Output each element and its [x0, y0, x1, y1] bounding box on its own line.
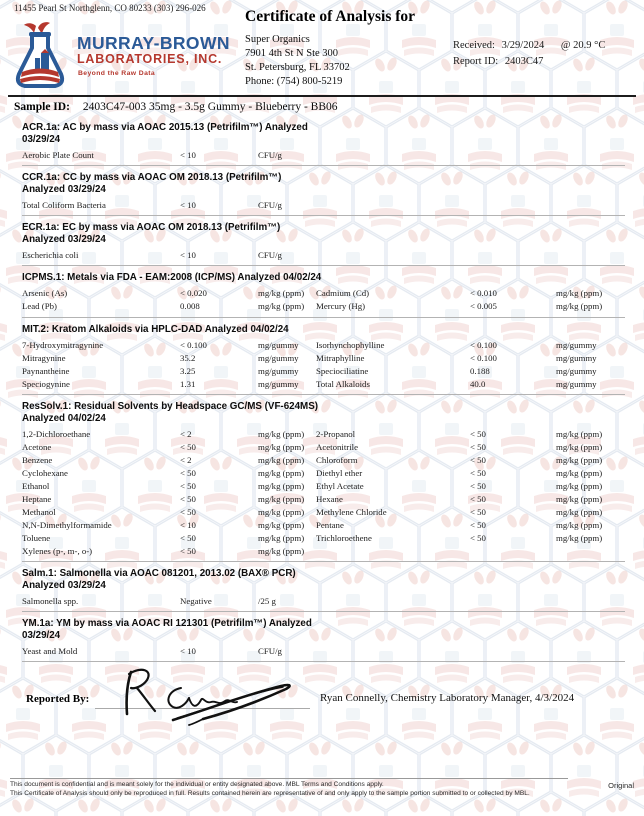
value: < 50	[470, 454, 486, 465]
analyte-row	[22, 544, 644, 557]
section-title-line: 03/29/24	[22, 133, 61, 145]
value: < 50	[470, 532, 486, 543]
value: 1.31	[180, 378, 196, 389]
analyte: Speciociliatine	[316, 365, 369, 376]
unit: mg/gummy	[556, 339, 597, 350]
section-title-line: CCR.1a: CC by mass via AOAC OM 2018.13 (Petrifilm™)	[22, 172, 282, 183]
analyte-row	[22, 198, 644, 211]
analyte: Total Coliform Bacteria	[22, 199, 106, 210]
logo-name-secondary: LABORATORIES, INC.	[77, 52, 223, 66]
unit: mg/kg (ppm)	[258, 301, 305, 311]
section-title-line: ACR.1a: AC by mass via AOAC 2015.13 (Petrifilm™) Analyzed	[22, 122, 308, 133]
lab-address: 11455 Pearl St Northglenn, CO 80233 (303) 296-026	[14, 3, 206, 13]
unit: mg/kg (ppm)	[258, 545, 305, 556]
value: < 0.020	[180, 288, 207, 298]
section-rows	[22, 148, 644, 161]
analyte: Pentane	[316, 519, 344, 530]
section-title-line: YM.1a: YM by mass via AOAC RI 121301 (Petrifilm™) Analyzed	[22, 618, 312, 629]
analyte-row	[22, 466, 644, 479]
value: < 50	[180, 493, 196, 504]
value: < 10	[180, 249, 196, 260]
section-rows	[22, 644, 644, 657]
value: < 50	[180, 480, 196, 491]
analyte: Aerobic Plate Count	[22, 149, 94, 160]
client-address-1: 7901 4th St N Ste 300	[245, 48, 339, 59]
analyte-row	[22, 518, 644, 531]
analyte: N,N-Dimethylformamide	[22, 519, 112, 530]
analyte-row	[22, 440, 644, 453]
value: < 50	[470, 519, 486, 530]
value: < 2	[180, 454, 192, 465]
analyte-row	[22, 148, 644, 161]
lab-logo	[8, 22, 230, 94]
unit: mg/gummy	[258, 378, 299, 389]
section-title-line: ICPMS.1: Metals via FDA - EAM:2008 (ICP/MS) Analyzed 04/02/24	[22, 272, 322, 283]
footer-original-label: Original	[608, 781, 634, 790]
analyte-row	[22, 427, 644, 440]
value: < 10	[180, 199, 196, 210]
test-section	[0, 562, 644, 612]
analyte-row	[22, 453, 644, 466]
value: 40.0	[470, 378, 486, 389]
analyte-row	[22, 644, 644, 657]
analyte: Heptane	[22, 493, 52, 504]
unit: mg/gummy	[258, 339, 299, 350]
analyte: Xylenes (p-, m-, o-)	[22, 545, 93, 556]
unit: mg/kg (ppm)	[258, 467, 305, 478]
analyte: Benzene	[22, 454, 53, 465]
reported-by-label: Reported By:	[26, 693, 90, 705]
received-line	[453, 38, 605, 54]
header-divider	[8, 95, 636, 97]
unit: mg/kg (ppm)	[556, 467, 603, 478]
test-section	[0, 266, 644, 318]
document-title: Certificate of Analysis for	[245, 8, 416, 25]
analyte: 2-Propanol	[316, 428, 356, 439]
value: < 50	[470, 441, 486, 452]
value: Negative	[180, 595, 212, 606]
value: < 50	[470, 493, 486, 504]
section-rows	[22, 338, 644, 390]
analyte: Methanol	[22, 506, 56, 517]
section-title-line: Analyzed 03/29/24	[22, 233, 106, 245]
analyte: Isorhynchophylline	[316, 339, 385, 350]
section-rows	[22, 248, 644, 261]
analyte: Ethyl Acetate	[316, 480, 364, 491]
client-address-2: St. Petersburg, FL 33702	[245, 62, 350, 73]
analyte: Arsenic (As)	[22, 288, 68, 298]
unit: CFU/g	[258, 645, 282, 656]
unit: mg/kg (ppm)	[258, 480, 305, 491]
unit: mg/kg (ppm)	[556, 441, 603, 452]
unit: mg/kg (ppm)	[556, 506, 603, 517]
analyte: Ethanol	[22, 480, 50, 491]
analyte: Diethyl ether	[316, 467, 363, 478]
unit: mg/kg (ppm)	[258, 441, 305, 452]
unit: mg/kg (ppm)	[556, 519, 603, 530]
unit: mg/kg (ppm)	[258, 428, 305, 439]
section-title-line: ECR.1a: EC by mass via AOAC OM 2018.13 (Petrifilm™)	[22, 222, 281, 233]
analyte-row	[22, 479, 644, 492]
unit: /25 g	[258, 595, 276, 606]
section-title-line: MIT.2: Kratom Alkaloids via HPLC-DAD Analyzed 04/02/24	[22, 323, 289, 335]
section-title	[22, 272, 522, 284]
section-title-line: Analyzed 04/02/24	[22, 412, 106, 424]
unit: mg/kg (ppm)	[258, 493, 305, 504]
test-section	[0, 318, 644, 396]
sample-id-row	[14, 101, 337, 113]
analyte-row	[22, 364, 644, 377]
analyte: Methylene Chloride	[316, 506, 387, 517]
analyte-row	[22, 300, 644, 313]
value: 35.2	[180, 352, 196, 363]
signature-block	[0, 662, 644, 734]
sample-id-label: Sample ID:	[14, 101, 70, 113]
received-temp: @ 20.9 °C	[560, 40, 606, 51]
section-title-line: Analyzed 03/29/24	[22, 579, 106, 591]
analyte-row	[22, 505, 644, 518]
section-title	[22, 222, 522, 245]
analyte-row	[22, 492, 644, 505]
unit: mg/kg (ppm)	[556, 454, 603, 465]
analyte: Speciogynine	[22, 378, 70, 389]
value: < 50	[470, 480, 486, 491]
value: < 10	[180, 645, 196, 656]
test-section	[0, 395, 644, 562]
logo-tagline: Beyond the Raw Data	[78, 70, 156, 77]
unit: mg/kg (ppm)	[258, 506, 305, 517]
section-title	[22, 568, 522, 591]
sections	[0, 116, 644, 662]
analyte: Yeast and Mold	[22, 645, 78, 656]
unit: CFU/g	[258, 149, 282, 160]
flask-logo-icon	[8, 22, 72, 94]
footer-divider	[10, 778, 568, 779]
analyte-row	[22, 248, 644, 261]
test-section	[0, 216, 644, 266]
unit: mg/kg (ppm)	[258, 532, 305, 543]
analyte: Acetone	[22, 441, 52, 452]
section-title	[22, 324, 522, 336]
section-title-line: 03/29/24	[22, 629, 61, 641]
section-title	[22, 172, 522, 195]
signature-image	[85, 662, 325, 726]
unit: mg/gummy	[556, 365, 597, 376]
analyte-row	[22, 287, 644, 300]
value: 0.008	[180, 301, 200, 311]
value: 3.25	[180, 365, 196, 376]
report-id-label: Report ID:	[453, 56, 499, 67]
section-title-line: Analyzed 03/29/24	[22, 183, 106, 195]
unit: mg/kg (ppm)	[556, 301, 603, 311]
section-title	[22, 122, 522, 145]
value: < 50	[180, 441, 196, 452]
section-rows	[22, 427, 644, 557]
value: < 50	[180, 545, 196, 556]
analyte-row	[22, 351, 644, 364]
analyte: Cyclohexane	[22, 467, 68, 478]
analyte: Mitraphylline	[316, 352, 365, 363]
unit: mg/kg (ppm)	[258, 288, 305, 298]
value: < 0.100	[180, 339, 207, 350]
received-date: 3/29/2024	[501, 40, 545, 51]
value: < 0.010	[470, 288, 497, 298]
analyte: Acetonitrile	[316, 441, 359, 452]
client-phone: Phone: (754) 800-5219	[245, 76, 343, 87]
analyte-row	[22, 531, 644, 544]
report-meta	[453, 38, 605, 70]
analyte: Chloroform	[316, 454, 358, 465]
analyte: Paynantheine	[22, 365, 70, 376]
footer-disclaimer-1: This document is confidential and is meant solely for the individual or entity designated above. MBL Terms and Conditions apply.	[10, 781, 384, 788]
section-title-line: Salm.1: Salmonella via AOAC 081201, 2013.02 (BAX® PCR)	[22, 568, 296, 579]
unit: CFU/g	[258, 199, 282, 210]
unit: mg/kg (ppm)	[556, 532, 603, 543]
unit: mg/kg (ppm)	[556, 480, 603, 491]
test-section	[0, 116, 644, 166]
analyte: 7-Hydroxymitragynine	[22, 339, 104, 350]
logo-name-primary: MURRAY-BROWN	[77, 33, 230, 53]
value: < 50	[180, 532, 196, 543]
recipient-block	[245, 8, 415, 89]
value: < 0.005	[470, 301, 497, 311]
unit: mg/gummy	[556, 352, 597, 363]
value: < 50	[470, 506, 486, 517]
report-id-line	[453, 54, 605, 70]
analyte: Mitragynine	[22, 352, 66, 363]
section-rows	[22, 594, 644, 607]
analyte: Toluene	[22, 532, 51, 543]
unit: mg/gummy	[258, 352, 299, 363]
footer-disclaimer-2: This Certificate of Analysis should only be reproduced in full. Results contained herein are representative of and only apply to the sample portion submitted to or collected by MBL.	[10, 790, 530, 797]
unit: mg/kg (ppm)	[556, 288, 603, 298]
value: < 0.100	[470, 352, 497, 363]
unit: CFU/g	[258, 249, 282, 260]
value: < 50	[180, 467, 196, 478]
value: < 50	[470, 428, 486, 439]
value: < 2	[180, 428, 192, 439]
section-rows	[22, 287, 644, 313]
unit: mg/gummy	[556, 378, 597, 389]
analyte: Lead (Pb)	[22, 301, 57, 311]
report-id-value: 2403C47	[504, 56, 544, 67]
received-label: Received:	[453, 40, 495, 51]
unit: mg/gummy	[258, 365, 299, 376]
section-title	[22, 618, 522, 641]
value: < 0.100	[470, 339, 497, 350]
client-name: Super Organics	[245, 34, 310, 45]
unit: mg/kg (ppm)	[556, 493, 603, 504]
analyte: 1,2-Dichloroethane	[22, 428, 91, 439]
analyte: Trichloroethene	[316, 532, 372, 543]
analyte: Cadmium (Cd)	[316, 288, 370, 298]
test-section	[0, 612, 644, 662]
unit: mg/kg (ppm)	[258, 519, 305, 530]
value: < 50	[180, 506, 196, 517]
value: 0.188	[470, 365, 490, 376]
analyte: Hexane	[316, 493, 343, 504]
unit: mg/kg (ppm)	[556, 428, 603, 439]
section-rows	[22, 198, 644, 211]
value: < 10	[180, 149, 196, 160]
analyte: Salmonella spp.	[22, 595, 79, 606]
value: < 50	[470, 467, 486, 478]
analyte-row	[22, 377, 644, 390]
signer-attribution: Ryan Connelly, Chemistry Laboratory Manager, 4/3/2024	[320, 692, 575, 704]
analyte-row	[22, 594, 644, 607]
analyte: Total Alkaloids	[316, 378, 370, 389]
value: < 10	[180, 519, 196, 530]
unit: mg/kg (ppm)	[258, 454, 305, 465]
section-title-line: ResSolv.1: Residual Solvents by Headspace GC/MS (VF-624MS)	[22, 401, 318, 412]
test-section	[0, 166, 644, 216]
section-title	[22, 401, 522, 424]
analyte: Mercury (Hg)	[316, 301, 366, 311]
analyte-row	[22, 338, 644, 351]
sample-id-value: 2403C47-003 35mg - 3.5g Gummy - Blueberry - BB06	[82, 101, 338, 113]
analyte: Escherichia coli	[22, 249, 79, 260]
